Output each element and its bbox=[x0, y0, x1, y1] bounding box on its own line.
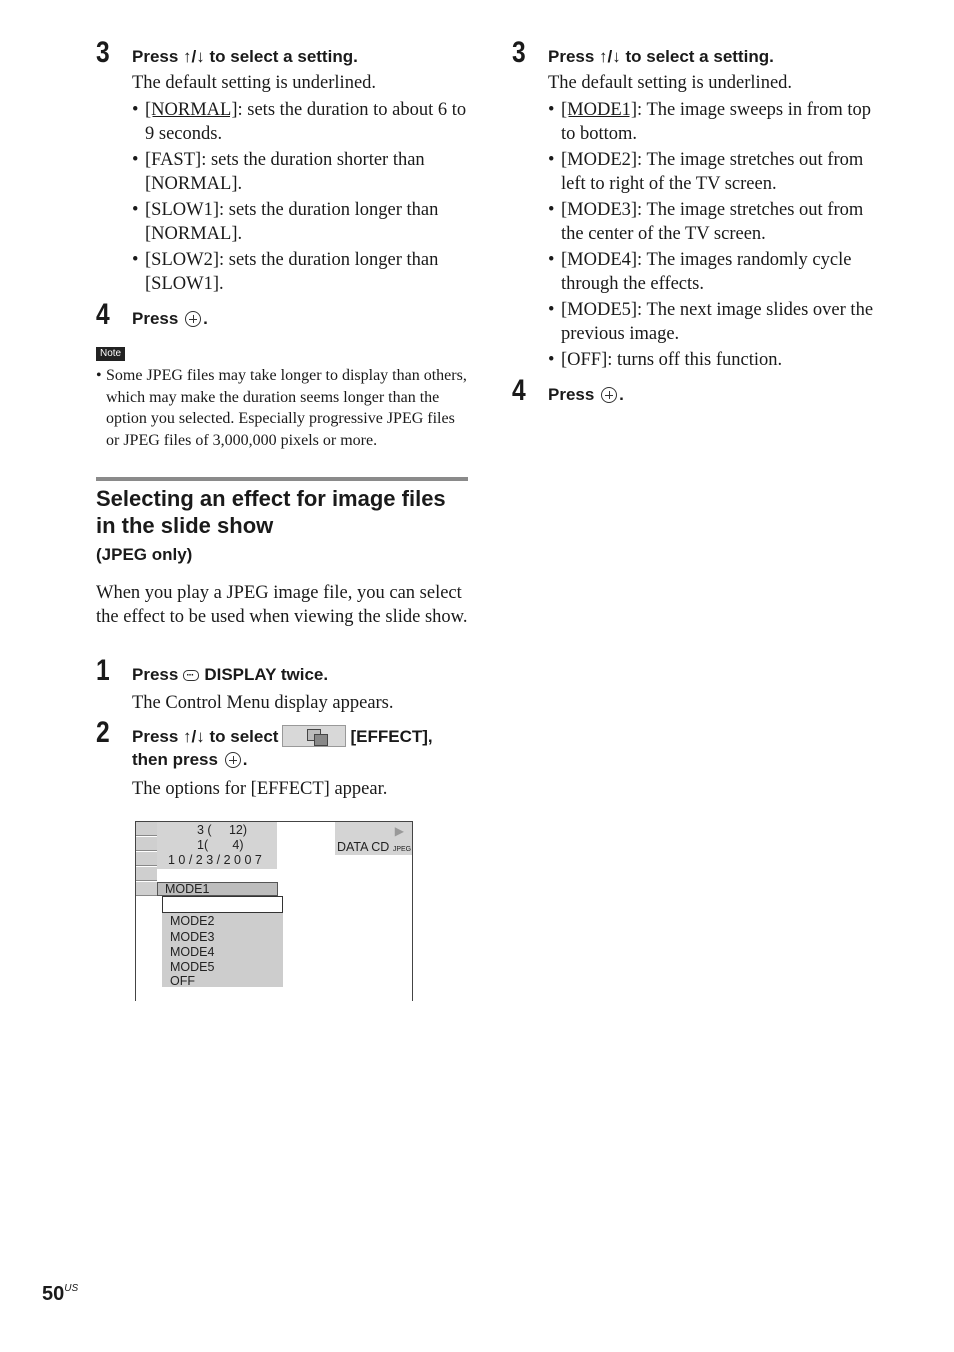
media-type: DATA CD JPEG bbox=[337, 840, 412, 854]
step-body bbox=[132, 71, 468, 298]
press-text: Press bbox=[548, 385, 595, 404]
option-item: • [SLOW1]: sets the duration longer than [NORMAL]. bbox=[132, 200, 439, 244]
step-body bbox=[548, 71, 884, 374]
option-term: [MODE1] bbox=[561, 100, 638, 120]
option-desc: : sets the duration to about 6 to 9 seconds. bbox=[145, 100, 467, 144]
option-desc: : The image sweeps in from top to bottom. bbox=[561, 100, 871, 144]
album-counter: 3 ( 12) bbox=[197, 823, 248, 837]
step-heading bbox=[132, 307, 468, 330]
step-heading bbox=[548, 383, 884, 406]
option-term: [NORMAL] bbox=[145, 100, 238, 120]
step-heading bbox=[132, 725, 468, 771]
effect-option: MODE4 bbox=[170, 945, 215, 959]
period: . bbox=[619, 385, 624, 404]
default-note: The default setting is underlined. bbox=[132, 73, 377, 93]
effect-option: MODE3 bbox=[170, 930, 215, 944]
step-heading bbox=[132, 663, 468, 686]
current-effect-setting: MODE1 bbox=[157, 882, 278, 896]
menu-tab bbox=[136, 867, 157, 881]
step-number: 1 bbox=[96, 654, 110, 687]
option-item: • [MODE4]: The images randomly cycle through the effects. bbox=[548, 250, 852, 294]
option-item: • [MODE5]: The next image slides over the previous image. bbox=[548, 300, 874, 344]
option-item: • [MODE3]: The image stretches out from the center of the TV screen. bbox=[548, 200, 864, 244]
effect-icon bbox=[282, 725, 346, 747]
section-title: Selecting an effect for image files in the slide show bbox=[96, 486, 446, 538]
option-term: [MODE2] bbox=[561, 150, 638, 170]
option-desc: : The image stretches out from left to right of the TV screen. bbox=[561, 150, 864, 194]
option-desc: : The image stretches out from the center of the TV screen. bbox=[561, 200, 864, 244]
step-number: 4 bbox=[512, 374, 526, 407]
step-heading: Press ↑/↓ to select a setting. bbox=[132, 47, 358, 66]
option-term: [SLOW2] bbox=[145, 250, 219, 270]
step-body: The options for [EFFECT] appear. bbox=[132, 779, 388, 799]
note-body: Some JPEG files may take longer to display than others, which may make the duration seems longer than the option you selected. Especially progressive JPEG files or JPEG files of 3,000,000 pixels or more. bbox=[106, 367, 467, 450]
step-body: The Control Menu display appears. bbox=[132, 693, 394, 713]
media-info bbox=[335, 822, 412, 855]
enter-button-icon bbox=[225, 752, 241, 768]
option-list bbox=[132, 98, 468, 296]
effect-text: [EFFECT], bbox=[350, 727, 433, 746]
option-desc: : turns off this function. bbox=[607, 350, 783, 370]
option-item: • [MODE1]: The image sweeps in from top to bottom. bbox=[548, 100, 871, 144]
option-item: • [OFF]: turns off this function. bbox=[548, 350, 783, 370]
step-number: 2 bbox=[96, 716, 110, 749]
option-desc: : The images randomly cycle through the effects. bbox=[561, 250, 852, 294]
date-display: 1 0 / 2 3 / 2 0 0 7 bbox=[168, 853, 262, 867]
option-highlight bbox=[162, 896, 283, 913]
enter-button-icon bbox=[601, 387, 617, 403]
step-number: 4 bbox=[96, 298, 110, 331]
default-note: The default setting is underlined. bbox=[548, 73, 793, 93]
option-term: [MODE3] bbox=[561, 200, 638, 220]
press-text: Press bbox=[132, 665, 179, 684]
select-text: Press ↑/↓ to select bbox=[132, 727, 279, 746]
option-desc: : sets the duration shorter than [NORMAL]. bbox=[145, 150, 425, 194]
file-counter: 1( 4) bbox=[197, 838, 244, 852]
note-text: • Some JPEG files may take longer to display than others, which may make the duration seems longer than the option you selected. Especially progressive JPEG files or JPEG files of 3,000,000 pixels or more. bbox=[96, 365, 468, 452]
section-subtitle: (JPEG only) bbox=[96, 545, 193, 564]
option-term: [SLOW1] bbox=[145, 200, 219, 220]
option-desc: : sets the duration longer than [SLOW1]. bbox=[145, 250, 439, 294]
option-term: [FAST] bbox=[145, 150, 202, 170]
period: . bbox=[242, 750, 248, 769]
menu-tab-active bbox=[136, 882, 157, 896]
step-number: 3 bbox=[96, 36, 110, 69]
option-term: [OFF] bbox=[561, 350, 608, 370]
option-term: [MODE4] bbox=[561, 250, 638, 270]
play-icon: ▶ bbox=[394, 824, 404, 838]
enter-button-icon bbox=[185, 311, 201, 327]
note-label: Note bbox=[96, 347, 125, 361]
display-button-icon bbox=[183, 670, 199, 681]
step-number: 3 bbox=[512, 36, 526, 69]
then-press-text: then press bbox=[132, 750, 218, 769]
effect-option: MODE2 bbox=[170, 914, 215, 928]
effect-option: OFF bbox=[170, 974, 195, 988]
option-item: • [NORMAL]: sets the duration to about 6 to 9 seconds. bbox=[132, 100, 467, 144]
option-desc: : The next image slides over the previous image. bbox=[561, 300, 874, 344]
section-intro: When you play a JPEG image file, you can select the effect to be used when viewing the slide show. bbox=[96, 583, 468, 627]
effect-option: MODE5 bbox=[170, 960, 215, 974]
step-heading: Press ↑/↓ to select a setting. bbox=[548, 47, 774, 66]
menu-tab bbox=[136, 822, 157, 836]
option-item: • [MODE2]: The image stretches out from left to right of the TV screen. bbox=[548, 150, 864, 194]
option-list bbox=[548, 98, 884, 372]
option-item: • [FAST]: sets the duration shorter than [NORMAL]. bbox=[132, 150, 425, 194]
section-divider bbox=[96, 477, 468, 481]
press-text: Press bbox=[132, 309, 179, 328]
control-menu-screen bbox=[135, 821, 413, 1001]
option-term: [MODE5] bbox=[561, 300, 638, 320]
menu-tab bbox=[136, 837, 157, 851]
option-item: • [SLOW2]: sets the duration longer than [SLOW1]. bbox=[132, 250, 439, 294]
period: . bbox=[203, 309, 208, 328]
playback-info bbox=[157, 822, 277, 869]
menu-tab bbox=[136, 852, 157, 866]
option-desc: : sets the duration longer than [NORMAL]. bbox=[145, 200, 439, 244]
display-twice-text: DISPLAY twice. bbox=[204, 665, 329, 684]
page-number: $50^{US}$ bbox=[42, 1283, 79, 1305]
